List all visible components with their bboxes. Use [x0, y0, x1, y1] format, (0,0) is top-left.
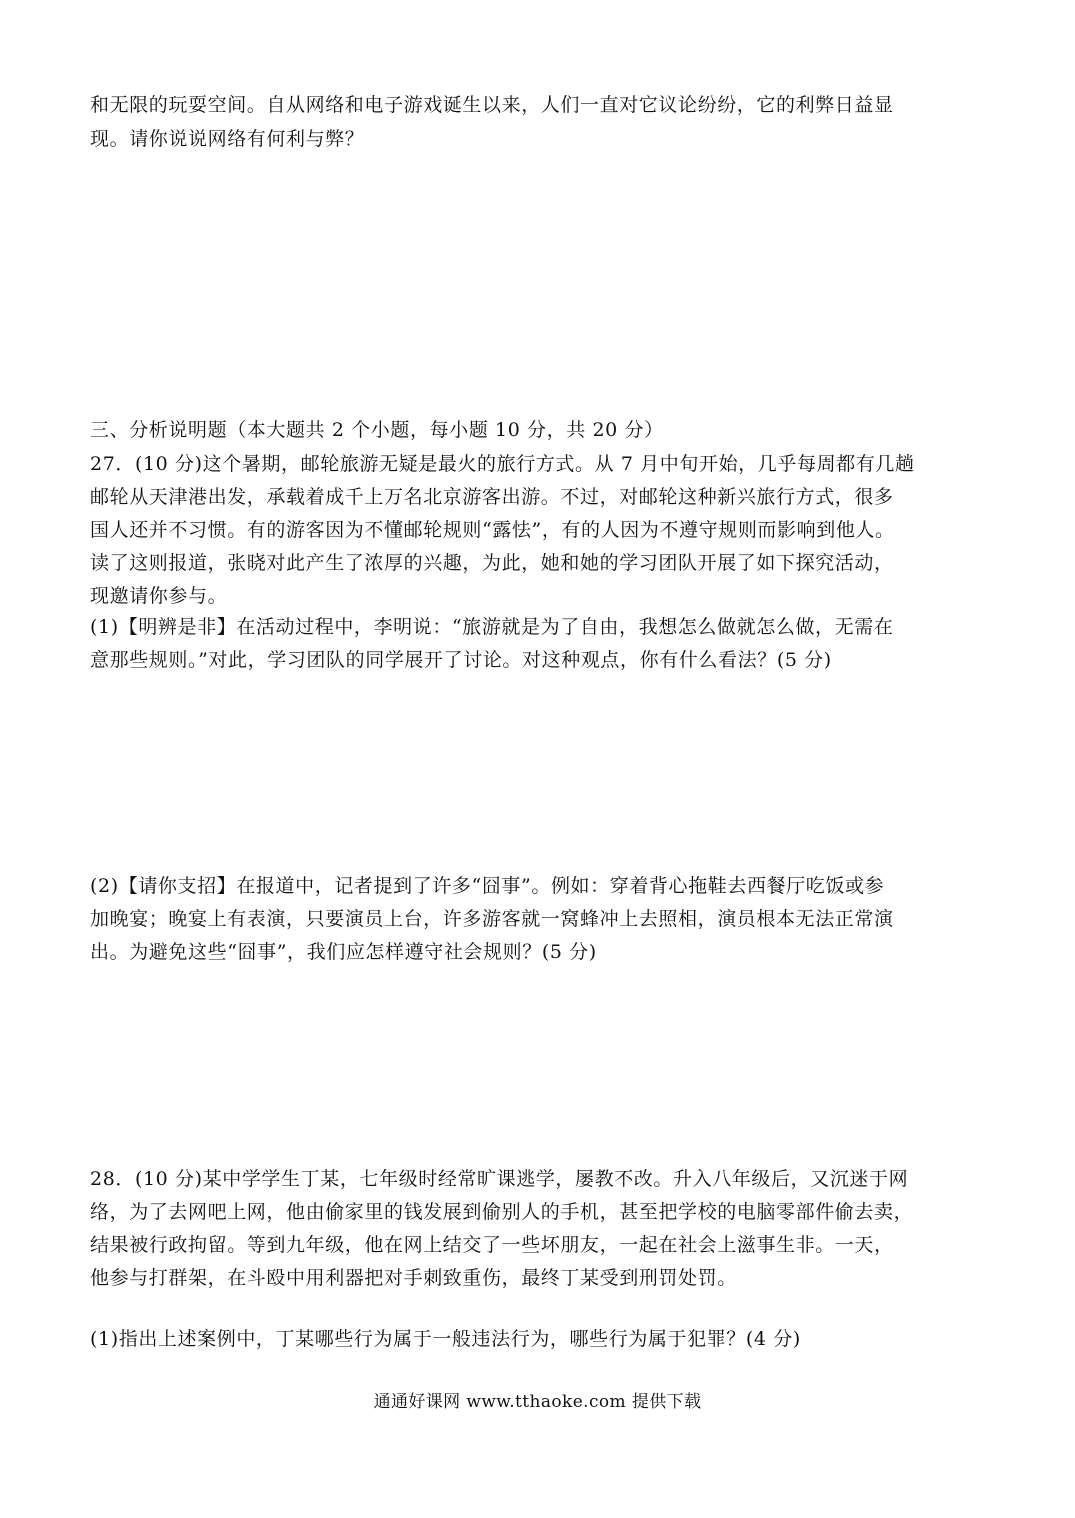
q27-part2-line-1: (2)【请你支招】在报道中，记者提到了许多“囧事”。例如：穿着背心拖鞋去西餐厅吃饭或参 — [90, 875, 885, 897]
q27-line-1: 27．(10 分)这个暑期，邮轮旅游无疑是最火的旅行方式。从 7 月中旬开始，几乎每周都有几趟 — [90, 453, 915, 475]
q27-line-2: 邮轮从天津港出发，承载着成千上万名北京游客出游。不过，对邮轮这种新兴旅行方式，很多 — [90, 486, 894, 508]
q27-part2-line-2: 加晚宴；晚宴上有表演，只要演员上台，许多游客就一窝蜂冲上去照相，演员根本无法正常演 — [90, 908, 894, 930]
section-3-heading: 三、分析说明题（本大题共 2 个小题，每小题 10 分，共 20 分） — [90, 419, 664, 441]
intro-line-1: 和无限的玩耍空间。自从网络和电子游戏诞生以来，人们一直对它议论纷纷，它的利弊日益显 — [90, 94, 894, 116]
q27-part1-line-1: (1)【明辨是非】在活动过程中，李明说：“旅游就是为了自由，我想怎么做就怎么做，无需在 — [90, 616, 894, 638]
q27-line-4: 读了这则报道，张晓对此产生了浓厚的兴趣，为此，她和她的学习团队开展了如下探究活动， — [90, 552, 894, 574]
intro-line-2: 现。请你说说网络有何利与弊？ — [90, 128, 365, 150]
q28-part1: (1)指出上述案例中，丁某哪些行为属于一般违法行为，哪些行为属于犯罪？(4 分) — [90, 1328, 801, 1350]
q28-line-4: 他参与打群架，在斗殴中用利器把对手刺致重伤，最终丁某受到刑罚处罚。 — [90, 1267, 737, 1289]
q28-line-3: 结果被行政拘留。等到九年级，他在网上结交了一些坏朋友，一起在社会上滋事生非。一天， — [90, 1234, 894, 1256]
q27-part1-line-2: 意那些规则。”对此，学习团队的同学展开了讨论。对这种观点，你有什么看法？(5 分) — [90, 649, 832, 671]
footer-text: 通通好课网 www.tthaoke.com 提供下载 — [373, 1392, 702, 1412]
q27-part2-line-3: 出。为避免这些“囧事”，我们应怎样遵守社会规则？(5 分) — [90, 941, 597, 963]
q27-line-3: 国人还并不习惯。有的游客因为不懂邮轮规则“露怯”，有的人因为不遵守规则而影响到他人。 — [90, 519, 895, 541]
q28-line-1: 28．(10 分)某中学学生丁某，七年级时经常旷课逃学，屡教不改。升入八年级后，又沉迷于网 — [90, 1168, 909, 1190]
q27-line-5: 现邀请你参与。 — [90, 585, 228, 607]
q28-line-2: 络，为了去网吧上网，他由偷家里的钱发展到偷别人的手机，甚至把学校的电脑零部件偷去卖， — [90, 1201, 914, 1223]
